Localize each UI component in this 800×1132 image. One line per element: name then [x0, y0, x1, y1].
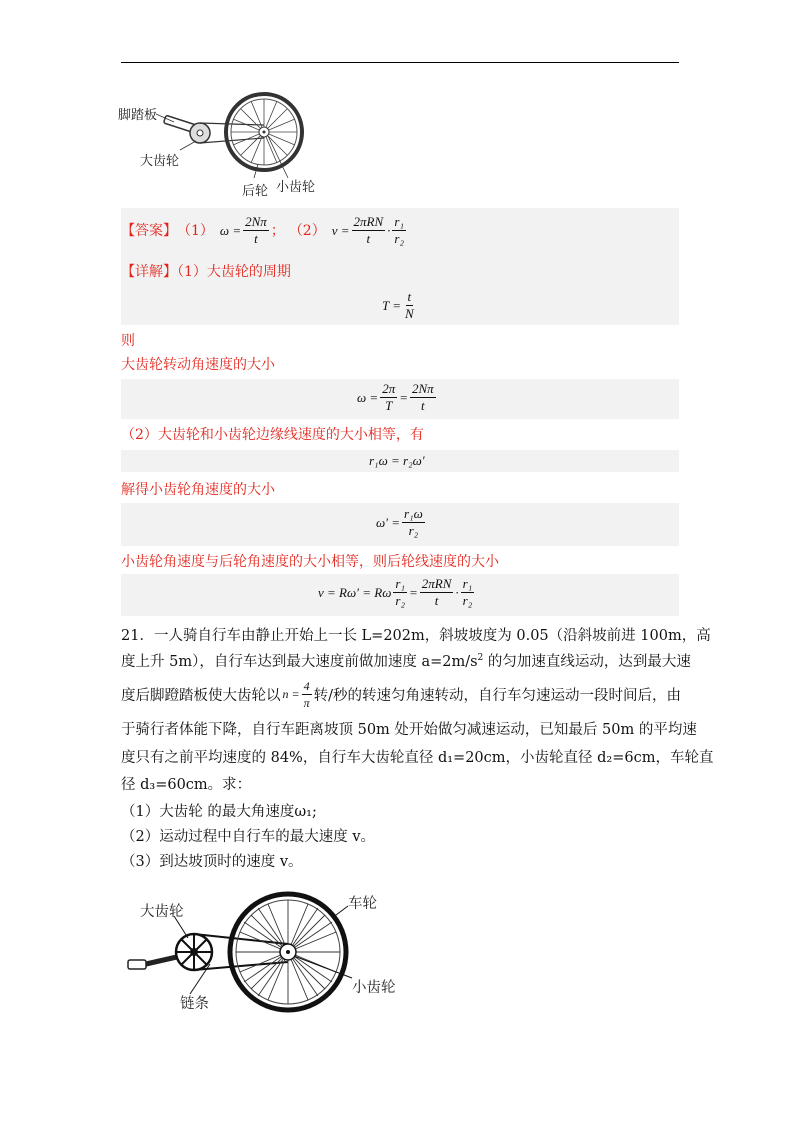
eq2-frac2: [410, 381, 436, 414]
detail-tag: 【详解】: [121, 264, 177, 280]
fraction-denominator: T: [385, 398, 393, 413]
problem21-line3b: 转/秒的转速匀角速转动，自行车匀速运动一段时间后，由: [313, 688, 682, 704]
eq4-frac: [402, 506, 425, 539]
answer-separator: ；: [270, 222, 285, 239]
problem21-line2: [121, 650, 691, 671]
label-big-gear-2: 大齿轮: [140, 904, 184, 920]
fraction-numerator: r₁: [462, 576, 473, 591]
detail-then: 则: [121, 333, 135, 349]
answer-tag: 【答案】: [121, 222, 177, 239]
label-small-gear: 小齿轮: [276, 180, 316, 195]
fraction-denominator: N: [405, 306, 414, 321]
eq5-equals: =: [409, 584, 418, 600]
problem21-speed-frac: [302, 678, 312, 711]
fraction-numerator: r₁: [394, 214, 404, 229]
eq2-lhs: ω =: [357, 389, 379, 405]
label-big-gear: 大齿轮: [140, 154, 180, 169]
answer-part1-lhs: ω =: [219, 222, 242, 238]
problem21-line5: 度只有之前平均速度的 84%，自行车大齿轮直径 d₁=20cm，小齿轮直径 d₂=6cm，车轮直: [121, 750, 714, 766]
equation-edge-speed: r₁ω = r₂ω′: [369, 453, 425, 468]
fraction-denominator: π: [303, 696, 310, 710]
fraction-denominator: r₂: [395, 593, 405, 608]
fraction-denominator: t: [434, 593, 439, 608]
fraction-denominator: t: [366, 231, 371, 246]
fraction-numerator: 2Nπ: [412, 381, 434, 396]
problem21-speed-n: n =: [282, 687, 300, 701]
figure-bicycle-gears-2: [126, 886, 416, 1016]
label-small-gear-2: 小齿轮: [352, 980, 396, 996]
figure-bicycle-gears-1: [118, 92, 348, 204]
detail-text-5: 小齿轮角速度与后轮角速度的大小相等，则后轮线速度的大小: [121, 554, 499, 570]
problem21-line6: 径 d₃=60cm。求：: [121, 777, 252, 793]
eq5-frac: [393, 576, 407, 609]
problem21-line1: 21．一人骑自行车由静止开始上一长 L=202m，斜坡坡度为 0.05（沿斜坡前进 100m，高: [121, 628, 711, 644]
fraction-denominator: t: [254, 231, 258, 246]
eq1-frac: [403, 289, 416, 322]
detail-line1: [121, 262, 291, 282]
eq5-dot: ·: [455, 584, 459, 600]
fraction-denominator: r₂: [462, 593, 473, 608]
answer-line: [121, 214, 408, 247]
eq5-frac2: [420, 576, 454, 609]
fraction-numerator: 2π: [382, 381, 396, 396]
fraction-numerator: 2πRN: [421, 576, 452, 591]
equation-wheel-speed: [318, 576, 476, 609]
answer-part2-frac: [352, 214, 386, 247]
answer-part2-lhs: v =: [331, 222, 350, 238]
equation-period: [382, 289, 418, 322]
detail-text-1: （1）大齿轮的周期: [177, 264, 291, 280]
header-rule: [121, 62, 679, 63]
answer-part2-dot: ·: [387, 222, 391, 238]
equation-small-gear-omega: [376, 506, 427, 539]
fraction-denominator: r₂: [408, 523, 419, 538]
problem21-line3: [121, 678, 681, 711]
detail-text-3: （2）大齿轮和小齿轮边缘线速度的大小相等，有: [121, 427, 424, 443]
equation-angular-velocity: [357, 381, 438, 414]
answer-part1-frac: [243, 214, 269, 247]
fraction-denominator: t: [421, 398, 425, 413]
problem21-question2: （2）运动过程中自行车的最大速度 v。: [121, 829, 376, 845]
problem21-line2b: 的匀加速直线运动，达到最大速: [483, 654, 691, 670]
fraction-numerator: t: [407, 289, 412, 304]
fraction-numerator: 2Nπ: [245, 214, 267, 229]
fraction-denominator: r₂: [394, 231, 404, 246]
answer-part1-prefix: （1）: [177, 222, 214, 239]
problem21-line2a: 度上升 5m），自行车达到最大速度前做加速度 a=2m/s: [121, 654, 478, 670]
problem21-question3: （3）到达坡顶时的速度 v。: [121, 854, 303, 870]
problem21-line4: 于骑行者体能下降，自行车距离坡顶 50m 处开始做匀减速运动，已知最后 50m 的平均速: [121, 722, 697, 738]
problem21-line3a: 度后脚蹬踏板使大齿轮以: [121, 688, 281, 704]
fraction-numerator: r₁ω: [404, 506, 423, 521]
problem21-question1: （1）大齿轮 的最大角速度ω₁;: [121, 804, 317, 820]
eq4-lhs: ω′ =: [376, 514, 401, 530]
detail-text-2: 大齿轮转动角速度的大小: [121, 357, 275, 373]
label-pedal: 脚踏板: [118, 108, 158, 123]
eq2-equals: =: [399, 389, 408, 405]
problem21-line2-exponent: 2: [477, 653, 484, 664]
label-chain: 链条: [180, 996, 209, 1012]
fraction-numerator: 4: [303, 679, 310, 693]
fraction-numerator: 2πRN: [353, 214, 384, 229]
eq5-lhs: v = Rω′ = Rω: [318, 584, 392, 600]
fraction-numerator: r₁: [395, 576, 405, 591]
eq2-frac: [380, 381, 397, 414]
label-rear-wheel: 后轮: [242, 184, 269, 199]
label-wheel: 车轮: [348, 896, 377, 912]
answer-part2-frac2: [392, 214, 406, 247]
answer-part2-prefix: （2）: [288, 222, 326, 239]
eq1-lhs: T =: [382, 297, 402, 313]
detail-text-4: 解得小齿轮角速度的大小: [121, 482, 275, 498]
eq5-frac3: [461, 576, 475, 609]
